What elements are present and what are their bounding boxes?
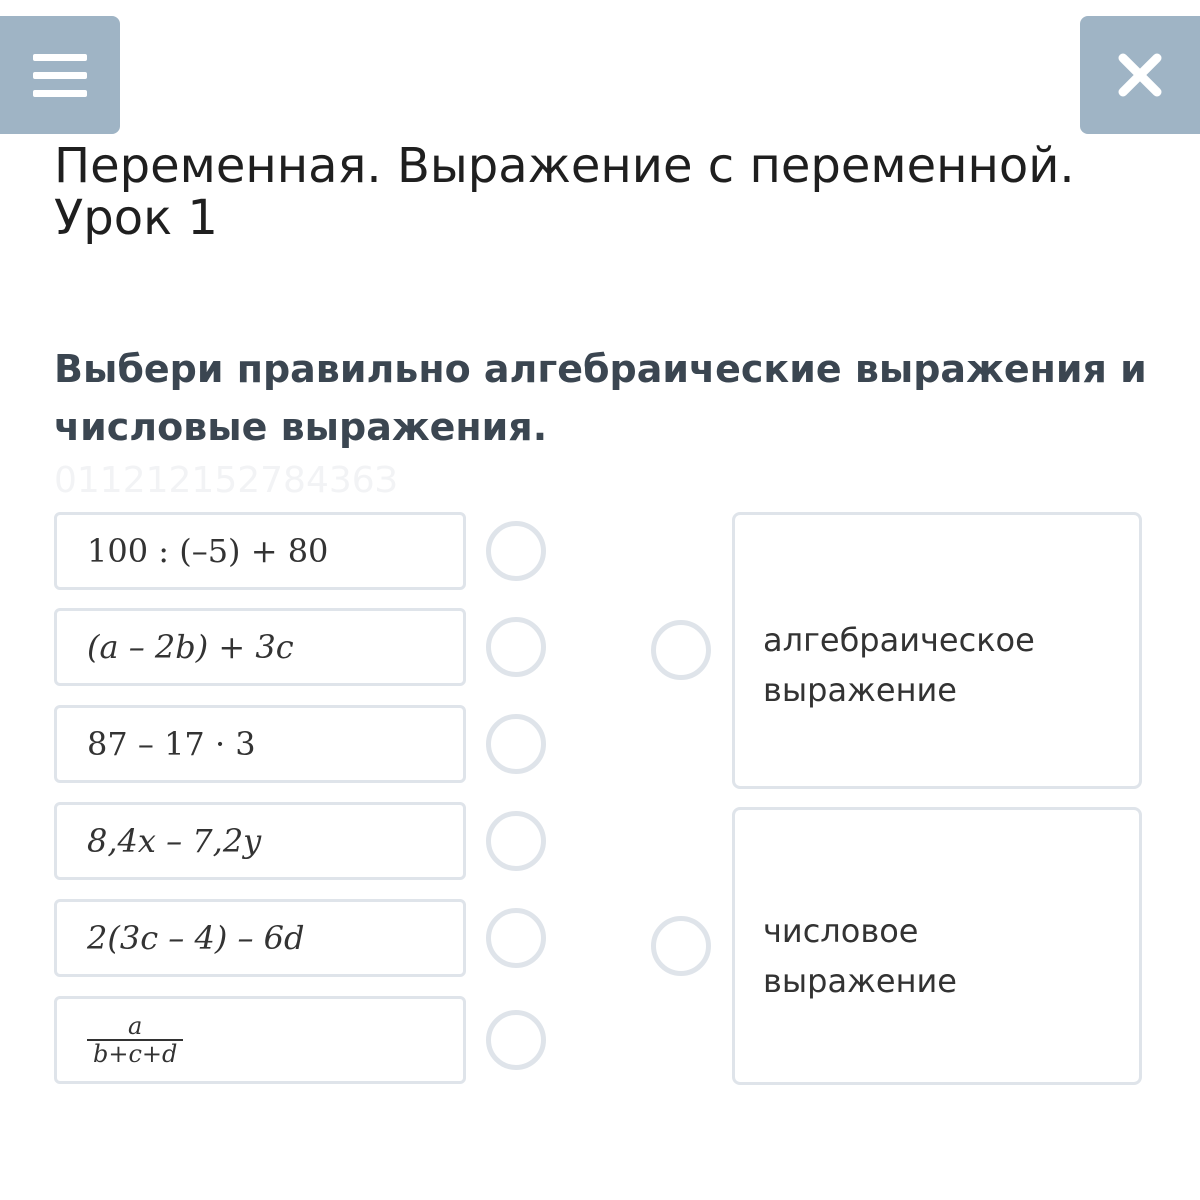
task-code: 01121215278436З [54,460,398,501]
target-radio-algebraic[interactable] [651,620,711,680]
target-numeric-expression[interactable]: числовое выражение [732,807,1142,1085]
fraction: $\frac{a}{b+c+d}$ [87,1013,183,1067]
expression-item-4[interactable]: 8,4x – 7,2y [54,802,466,880]
expression-item-3[interactable]: 87 – 17 · 3 [54,705,466,783]
expression-radio-1[interactable] [486,521,546,581]
page-title: Переменная. Выражение с переменной. Урок 1 [54,138,1075,246]
expression-radio-6[interactable] [486,1010,546,1070]
menu-button[interactable] [0,16,120,134]
task-question: Выбери правильно алгебраические выражения и числовые выражения. [54,347,1147,449]
hamburger-menu-icon [33,54,87,97]
close-button[interactable] [1080,16,1200,134]
expression-radio-2[interactable] [486,617,546,677]
expression-item-5[interactable]: 2(3c – 4) – 6d [54,899,466,977]
target-algebraic-expression[interactable]: алгебраическое выражение [732,512,1142,789]
expression-radio-4[interactable] [486,811,546,871]
expression-radio-3[interactable] [486,714,546,774]
expression-item-1[interactable]: 100 : (–5) + 80 [54,512,466,590]
expression-item-6[interactable] [54,996,466,1084]
expression-radio-5[interactable] [486,908,546,968]
close-icon [1117,52,1163,98]
expression-item-2[interactable]: (a – 2b) + 3c [54,608,466,686]
target-radio-numeric[interactable] [651,916,711,976]
